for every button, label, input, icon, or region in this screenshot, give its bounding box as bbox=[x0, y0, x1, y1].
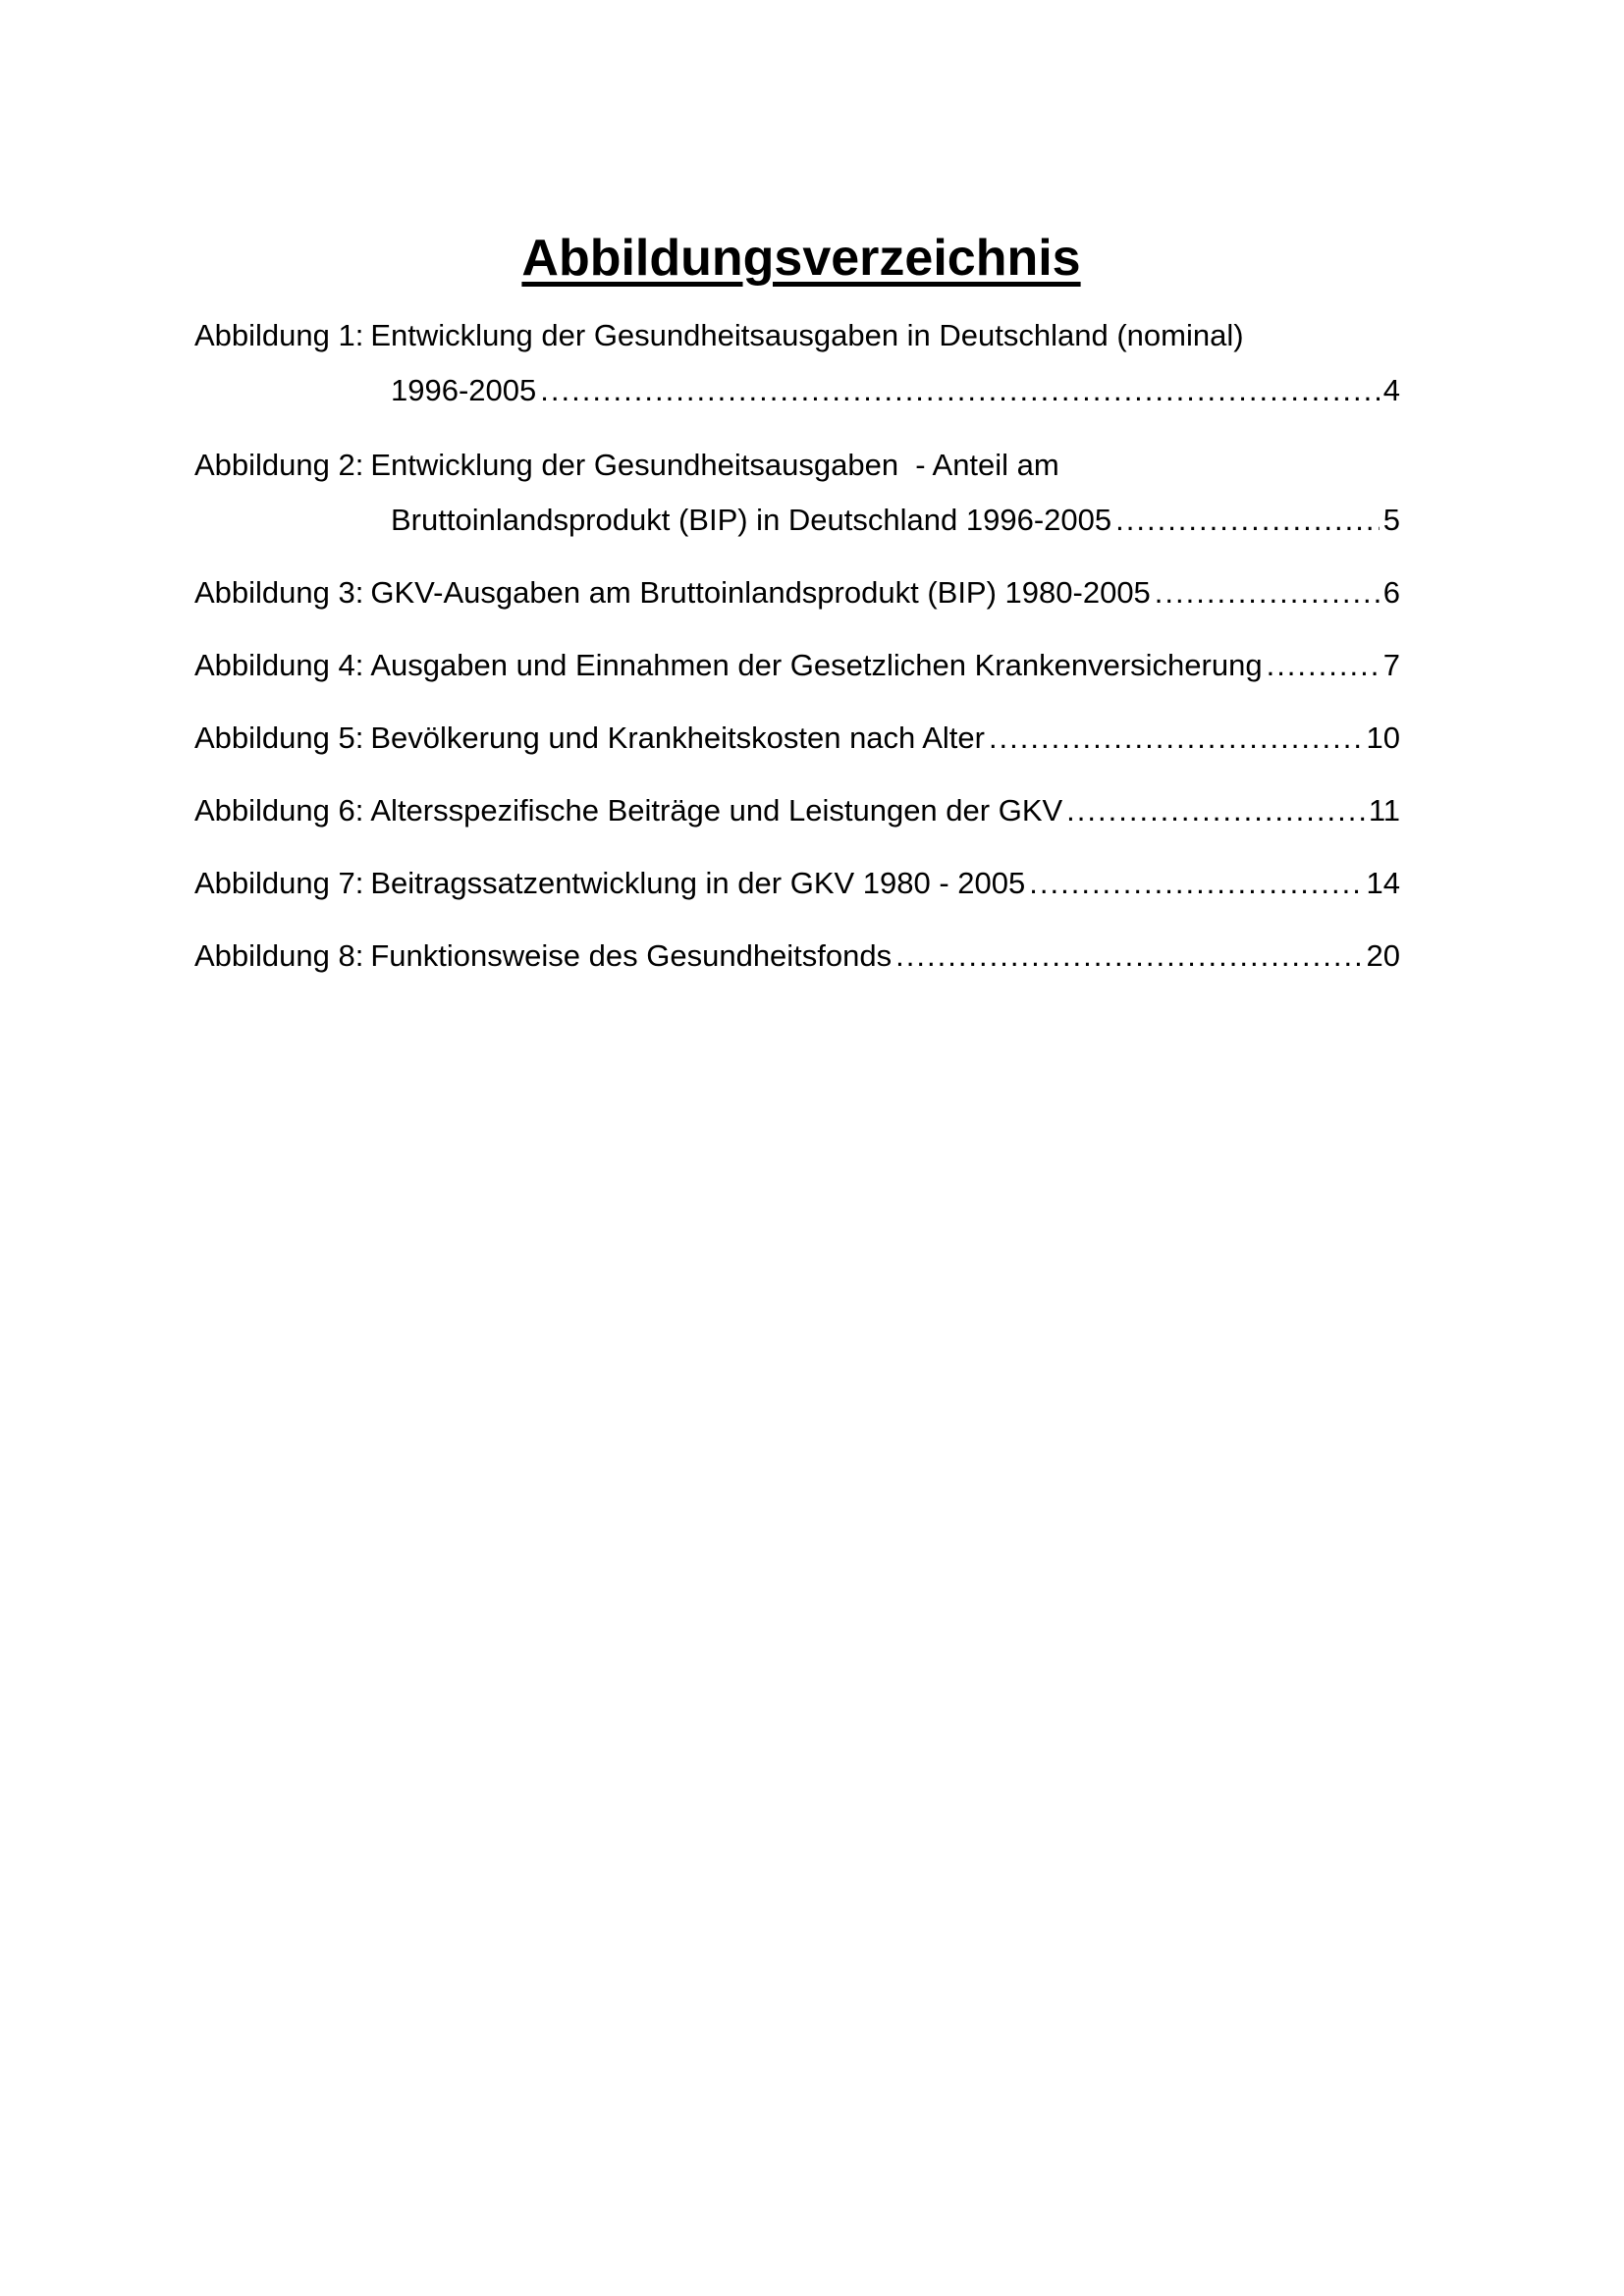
entry-title-continued: Bruttoinlandsprodukt (BIP) in Deutschland 1996-2005 bbox=[391, 503, 1112, 537]
entry-title: Altersspezifische Beiträge und Leistungen der GKV bbox=[370, 793, 1063, 828]
toc-entry-8[interactable] bbox=[194, 936, 1400, 991]
entry-label: Abbildung 6: bbox=[194, 793, 364, 828]
dot-leader bbox=[1267, 646, 1380, 685]
dot-leader bbox=[1066, 791, 1365, 830]
entry-label: Abbildung 1: bbox=[194, 318, 364, 352]
entry-label: Abbildung 5: bbox=[194, 721, 364, 755]
dot-leader bbox=[1029, 864, 1362, 903]
entry-title-continued: 1996-2005 bbox=[391, 373, 537, 407]
dot-leader bbox=[540, 371, 1380, 410]
toc-entry-1[interactable] bbox=[194, 316, 1400, 426]
entry-label: Abbildung 3: bbox=[194, 575, 364, 610]
dot-leader bbox=[895, 936, 1362, 976]
page-title: Abbildungsverzeichnis bbox=[521, 229, 1081, 287]
page-number: 20 bbox=[1366, 938, 1400, 973]
entry-title: Entwicklung der Gesundheitsausgaben in Deutschland (nominal) bbox=[370, 318, 1244, 352]
dot-leader bbox=[989, 719, 1363, 758]
toc-entry-6[interactable] bbox=[194, 791, 1400, 846]
page-number: 7 bbox=[1382, 648, 1400, 682]
entry-label: Abbildung 2: bbox=[194, 448, 364, 482]
toc-entry-3[interactable] bbox=[194, 573, 1400, 628]
toc-entry-4[interactable] bbox=[194, 646, 1400, 701]
entry-label: Abbildung 8: bbox=[194, 938, 364, 973]
entry-title: Beitragssatzentwicklung in der GKV 1980 - 2005 bbox=[370, 866, 1026, 900]
page-number: 11 bbox=[1368, 793, 1400, 828]
entry-title: Bevölkerung und Krankheitskosten nach Alter bbox=[370, 721, 985, 755]
dot-leader bbox=[1115, 501, 1380, 540]
entry-title: Funktionsweise des Gesundheitsfonds bbox=[370, 938, 893, 973]
entry-label: Abbildung 7: bbox=[194, 866, 364, 900]
list-of-figures bbox=[194, 316, 1400, 991]
page-number: 10 bbox=[1366, 721, 1400, 755]
entry-title: Entwicklung der Gesundheitsausgaben - Anteil am bbox=[370, 448, 1059, 482]
page-number: 5 bbox=[1382, 503, 1400, 537]
entry-title: GKV-Ausgaben am Bruttoinlandsprodukt (BIP) 1980-2005 bbox=[370, 575, 1151, 610]
entry-title: Ausgaben und Einnahmen der Gesetzlichen Krankenversicherung bbox=[370, 648, 1263, 682]
page-number: 14 bbox=[1366, 866, 1400, 900]
toc-entry-2[interactable] bbox=[194, 446, 1400, 556]
entry-label: Abbildung 4: bbox=[194, 648, 364, 682]
page-number: 4 bbox=[1382, 373, 1400, 407]
page-number: 6 bbox=[1382, 575, 1400, 610]
dot-leader bbox=[1155, 573, 1380, 613]
toc-entry-5[interactable] bbox=[194, 719, 1400, 774]
toc-entry-7[interactable] bbox=[194, 864, 1400, 919]
